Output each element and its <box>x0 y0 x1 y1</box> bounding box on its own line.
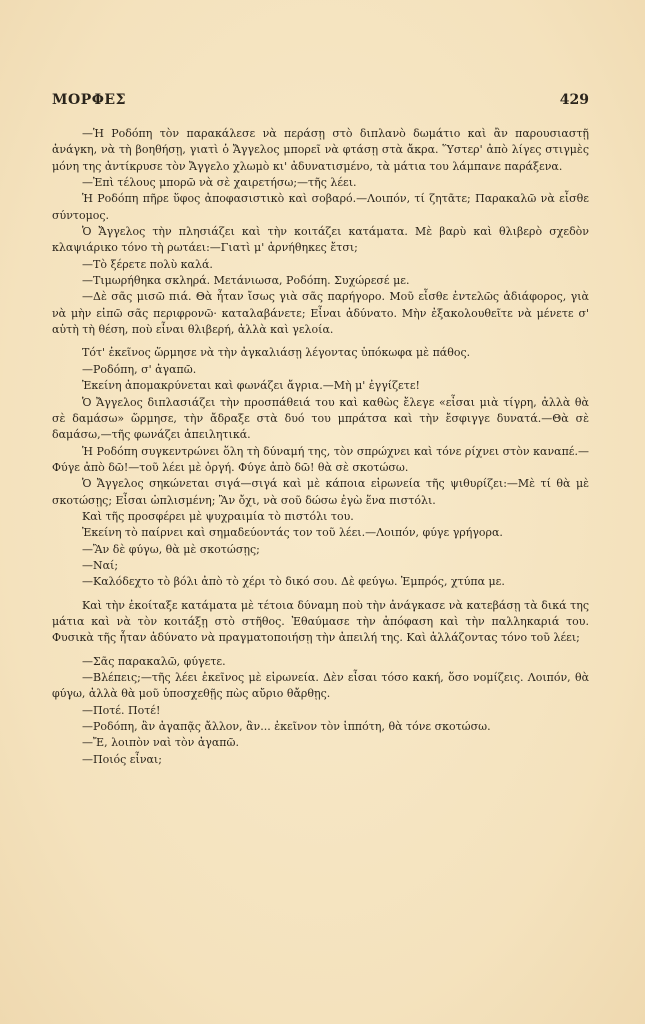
paragraph: —Ροδόπη, σ' ἀγαπῶ. <box>82 362 197 376</box>
paragraph: —Ποιός εἶναι; <box>82 752 162 766</box>
paragraph: —Ἔ, λοιπὸν ναὶ τὸν ἀγαπῶ. <box>82 736 239 750</box>
paragraph: —Ροδόπη, ἂν ἀγαπᾷς ἄλλον, ἂν... ἐκεῖνον τὸν ἱππότη, θὰ τόνε σκοτώσω. <box>82 720 491 734</box>
paragraph: —Ἐπὶ τέλους μπορῶ νὰ σὲ χαιρετήσω;—τῆς λέει. <box>82 176 357 190</box>
paragraph: —Τιμωρήθηκα σκληρά. Μετάνιωσα, Ροδόπη. Συχώρεσέ με. <box>82 274 410 288</box>
page-header <box>52 92 593 112</box>
body-text <box>52 126 589 768</box>
paragraph: —Καλόδεχτο τὸ βόλι ἀπὸ τὸ χέρι τὸ δικό σου. Δὲ φεύγω. Ἐμπρός, χτύπα με. <box>82 575 505 589</box>
paragraph: —Τὸ ξέρετε πολὺ καλά. <box>82 257 213 271</box>
paragraph: Ἡ Ροδόπη πῆρε ὕφος ἀποφασιστικὸ καὶ σοβαρό.—Λοιπόν, τί ζητᾶτε; Παρακαλῶ νὰ εἶσθε σύντομος. <box>52 192 589 222</box>
paragraph: Ἐκείνη τὸ παίρνει καὶ σημαδεύοντάς τον τοῦ λέει.—Λοιπόν, φύγε γρήγορα. <box>82 526 503 540</box>
paragraph: Ὁ Ἄγγελος τὴν πλησιάζει καὶ τὴν κοιτάζει κατάματα. Μὲ βαρὺ καὶ θλιβερὸ σχεδὸν κλαψιάρικο τόνο τὴ ρωτάει:—Γιατὶ μ' ἀρνήθηκες ἔτσι; <box>52 225 589 255</box>
paragraph: —Ἂν δὲ φύγω, θὰ μὲ σκοτώσῃς; <box>82 542 260 556</box>
paragraph: —Σᾶς παρακαλῶ, φύγετε. <box>82 654 226 668</box>
paragraph: Τότ' ἐκεῖνος ὥρμησε νὰ τὴν ἀγκαλιάσῃ λέγοντας ὑπόκωφα μὲ πάθος. <box>82 346 471 360</box>
paragraph: Ἐκείνη ἀπομακρύνεται καὶ φωνάζει ἄγρια.—Μὴ μ' ἐγγίζετε! <box>82 379 420 393</box>
paragraph: Καὶ τὴν ἐκοίταξε κατάματα μὲ τέτοια δύναμη ποὺ τὴν ἀνάγκασε νὰ κατεβάσῃ τὰ δικά της μάτια καὶ νὰ τὸν κοιτάξῃ στὸ στῆθος. Ἐθαύμασε τὴν ἀπόφαση καὶ τὴν παλληκαριά του. Φυσικὰ τῆς ἦταν ἀδύνατο νὰ πραγματοποιήσῃ τὴν ἀπειλή της. Καὶ ἀλλάζοντας τόνο τοῦ λέει; <box>52 598 589 645</box>
paragraph: —Ναί; <box>82 558 119 572</box>
page-number: 429 <box>559 92 589 108</box>
paragraph: Καὶ τῆς προσφέρει μὲ ψυχραιμία τὸ πιστόλι του. <box>82 509 354 523</box>
paragraph: —Ποτέ. Ποτέ! <box>82 703 161 717</box>
paragraph: —Δὲ σᾶς μισῶ πιά. Θὰ ἦταν ἴσως γιὰ σᾶς παρήγορο. Μοῦ εἶσθε ἐντελῶς ἀδιάφορος, γιὰ νὰ μὴν εἰπῶ σᾶς περιφρονῶ· καταλαβάνετε; Εἶναι ἀδύνατο. Μὴν ἐξακολουθεῖτε νὰ μένετε σ' αὐτὴ τὴ θέση, ποὺ εἶναι θλιβερή, ἀλλὰ καὶ γελοία. <box>52 290 589 337</box>
paragraph: —Ἡ Ροδόπη τὸν παρακάλεσε νὰ περάσῃ στὸ διπλανὸ δωμάτιο καὶ ἂν παρουσιαστῇ ἀνάγκη, νὰ τὴ βοηθήσῃ, γιατὶ ὁ Ἄγγελος μπορεῖ νὰ φτάσῃ στὰ ἄκρα. Ὕστερ' ἀπὸ λίγες στιγμὲς μόνη της ἀντίκρυσε τὸν Ἄγγελο χλωμὸ κι' ἀδυνατισμένο, τὰ μάτια του λάμπανε παράξενα. <box>52 127 589 173</box>
paragraph: Ὁ Ἄγγελος σηκώνεται σιγά—σιγά καὶ μὲ κάποια εἰρωνεία τῆς ψιθυρίζει:—Μὲ τί θὰ μὲ σκοτώσῃς; Εἶσαι ὡπλισμένη; Ἂν ὄχι, νὰ σοῦ δώσω ἐγὼ ἕνα πιστόλι. <box>52 477 589 507</box>
paragraph: Ἡ Ροδόπη συγκεντρώνει ὅλη τὴ δύναμή της, τὸν σπρώχνει καὶ τόνε ρίχνει στὸν καναπέ.—Φύγε ἀπὸ δῶ!—τοῦ λέει μὲ ὀργή. Φύγε ἀπὸ δῶ! θὰ σὲ σκοτώσω. <box>52 444 589 474</box>
paragraph: Ὁ Ἄγγελος διπλασιάζει τὴν προσπάθειά του καὶ καθὼς ἔλεγε «εἶσαι μιὰ τίγρη, ἀλλὰ θὰ σὲ δαμάσω» ὥρμησε, τὴν ἄδραξε στὰ δυό του μπράτσα καὶ τὴν ἔσφιγγε δυνατά.—Θὰ σὲ δαμάσω,—τῆς φωνάζει ἀπειλητικά. <box>52 395 589 442</box>
running-title: ΜΟΡΦΕΣ <box>52 92 126 108</box>
paragraph: —Βλέπεις;—τῆς λέει ἐκεῖνος μὲ εἰρωνεία. Δὲν εἶσαι τόσο κακή, ὅσο νομίζεις. Λοιπόν, θὰ φύγω, ἀλλὰ θὰ μοῦ ὑποσχεθῇς πὼς αὔριο θἄρθῃς. <box>52 671 589 701</box>
